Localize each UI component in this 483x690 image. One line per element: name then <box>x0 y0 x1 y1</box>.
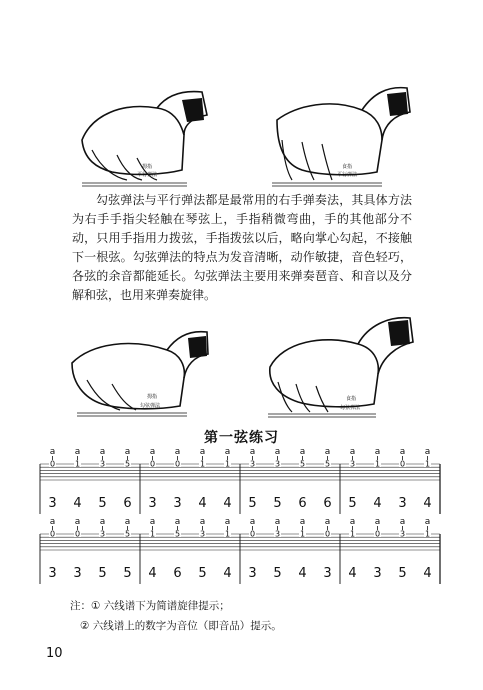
jianpu-note: 6 <box>123 496 132 511</box>
finger-mark: a <box>174 447 181 457</box>
finger-mark: a <box>324 447 331 457</box>
finger-mark: a <box>49 447 56 457</box>
body-paragraph <box>72 191 412 305</box>
fret-number: 3 <box>349 459 356 469</box>
fret-number: 1 <box>424 529 431 539</box>
jianpu-note: 5 <box>248 496 257 511</box>
fret-number: 3 <box>274 529 281 539</box>
jianpu-note: 5 <box>98 496 107 511</box>
paragraph-text: 勾弦弹法与平行弹法都是最常用的右手弹奏法，其具体方法为右手手指尖轻触在琴弦上，手指稍微弯曲，手的其他部分不动，只用手指用力拨弦，手指拨弦以后，略向掌心勾起，不接触下一根弦。勾弦弹法的特点为发音清晰，动作敏捷，音色轻巧，各弦的余音都能延长。勾弦弹法主要用来弹奏琶音、和音以及分解和弦，也用来弹奏旋律。 <box>72 193 412 302</box>
finger-mark: a <box>349 517 356 527</box>
hand-illustration-4 <box>258 312 418 422</box>
jianpu-note: 3 <box>323 566 332 581</box>
figure-caption-2b: 平行弹法 <box>337 172 358 178</box>
jianpu-note: 4 <box>73 496 82 511</box>
finger-mark: a <box>99 517 106 527</box>
fret-number: 1 <box>74 459 81 469</box>
fret-number: 0 <box>149 459 156 469</box>
finger-mark: a <box>399 517 406 527</box>
jianpu-note: 5 <box>398 566 407 581</box>
finger-mark: a <box>249 447 256 457</box>
jianpu-note: 5 <box>348 496 357 511</box>
footnotes <box>70 596 282 636</box>
finger-mark: a <box>174 517 181 527</box>
jianpu-note: 6 <box>173 566 182 581</box>
jianpu-note: 5 <box>98 566 107 581</box>
finger-mark: a <box>249 517 256 527</box>
figure-index-hook <box>258 312 418 422</box>
figure-thumb-parallel <box>62 80 212 190</box>
figure-caption-1b: 平行弹法 <box>137 172 158 178</box>
jianpu-note: 5 <box>123 566 132 581</box>
finger-mark: a <box>299 447 306 457</box>
finger-mark: a <box>74 447 81 457</box>
page-number: 10 <box>46 646 63 661</box>
jianpu-note: 4 <box>423 496 432 511</box>
fret-number: 0 <box>324 529 331 539</box>
finger-mark: a <box>74 517 81 527</box>
fret-number: 5 <box>124 459 131 469</box>
fret-number: 3 <box>199 529 206 539</box>
finger-mark: a <box>224 517 231 527</box>
finger-mark: a <box>299 517 306 527</box>
fret-number: 1 <box>349 529 356 539</box>
fret-number: 1 <box>374 459 381 469</box>
finger-mark: a <box>124 517 131 527</box>
fret-number: 5 <box>324 459 331 469</box>
figure-caption-1a: 拇指 <box>142 164 153 170</box>
finger-mark: a <box>199 517 206 527</box>
jianpu-note: 4 <box>373 496 382 511</box>
jianpu-note: 3 <box>373 566 382 581</box>
jianpu-note: 4 <box>348 566 357 581</box>
fret-number: 0 <box>49 459 56 469</box>
figure-thumb-hook <box>62 318 212 423</box>
tab-staff-row-1 <box>40 448 440 520</box>
jianpu-note: 3 <box>398 496 407 511</box>
finger-mark: a <box>149 447 156 457</box>
jianpu-note: 3 <box>248 566 257 581</box>
finger-mark: a <box>274 447 281 457</box>
jianpu-note: 5 <box>273 496 282 511</box>
fret-number: 1 <box>199 459 206 469</box>
jianpu-note: 4 <box>298 566 307 581</box>
figure-caption-4a: 食指 <box>346 396 357 402</box>
finger-mark: a <box>224 447 231 457</box>
fret-number: 0 <box>74 529 81 539</box>
footnote-1: 注：① 六线谱下为简谱旋律提示； <box>70 600 230 612</box>
fret-number: 1 <box>224 459 231 469</box>
jianpu-note: 4 <box>148 566 157 581</box>
finger-mark: a <box>424 447 431 457</box>
fret-number: 5 <box>124 529 131 539</box>
fret-number: 3 <box>99 529 106 539</box>
jianpu-note: 3 <box>48 566 57 581</box>
finger-mark: a <box>99 447 106 457</box>
finger-mark: a <box>324 517 331 527</box>
jianpu-note: 4 <box>223 566 232 581</box>
fret-number: 1 <box>299 529 306 539</box>
jianpu-note: 5 <box>198 566 207 581</box>
figure-index-parallel <box>262 80 412 190</box>
finger-mark: a <box>424 517 431 527</box>
finger-mark: a <box>199 447 206 457</box>
fret-number: 1 <box>149 529 156 539</box>
finger-mark: a <box>49 517 56 527</box>
fret-number: 3 <box>99 459 106 469</box>
finger-mark: a <box>124 447 131 457</box>
finger-mark: a <box>399 447 406 457</box>
jianpu-note: 4 <box>423 566 432 581</box>
figure-caption-2a: 食指 <box>342 164 353 170</box>
jianpu-note: 3 <box>173 496 182 511</box>
fret-number: 0 <box>249 529 256 539</box>
fret-number: 0 <box>399 459 406 469</box>
figure-caption-3a: 拇指 <box>147 394 158 400</box>
jianpu-note: 3 <box>73 566 82 581</box>
jianpu-note: 3 <box>48 496 57 511</box>
jianpu-note: 6 <box>323 496 332 511</box>
finger-mark: a <box>349 447 356 457</box>
fret-number: 1 <box>224 529 231 539</box>
fret-number: 1 <box>424 459 431 469</box>
finger-mark: a <box>149 517 156 527</box>
fret-number: 3 <box>274 459 281 469</box>
jianpu-note: 3 <box>148 496 157 511</box>
tab-staff-row-2 <box>40 518 440 590</box>
jianpu-note: 4 <box>198 496 207 511</box>
tab-staff-svg-2 <box>40 518 440 590</box>
jianpu-note: 4 <box>223 496 232 511</box>
fret-number: 5 <box>299 459 306 469</box>
fret-number: 3 <box>399 529 406 539</box>
footnote-2: ② 六线谱上的数字为音位（即音品）提示。 <box>80 620 282 632</box>
finger-mark: a <box>274 517 281 527</box>
figure-caption-4b: 勾弦弹法 <box>340 405 361 411</box>
jianpu-note: 5 <box>273 566 282 581</box>
fret-number: 0 <box>49 529 56 539</box>
finger-mark: a <box>374 447 381 457</box>
fret-number: 0 <box>174 459 181 469</box>
fret-number: 5 <box>174 529 181 539</box>
jianpu-note: 6 <box>298 496 307 511</box>
finger-mark: a <box>374 517 381 527</box>
fret-number: 0 <box>374 529 381 539</box>
figure-caption-3b: 勾弦弹法 <box>140 403 161 409</box>
tab-staff-svg-1 <box>40 448 440 520</box>
fret-number: 3 <box>249 459 256 469</box>
section-title: 第一弦练习 <box>204 430 279 446</box>
hand-illustration-3 <box>62 318 212 423</box>
